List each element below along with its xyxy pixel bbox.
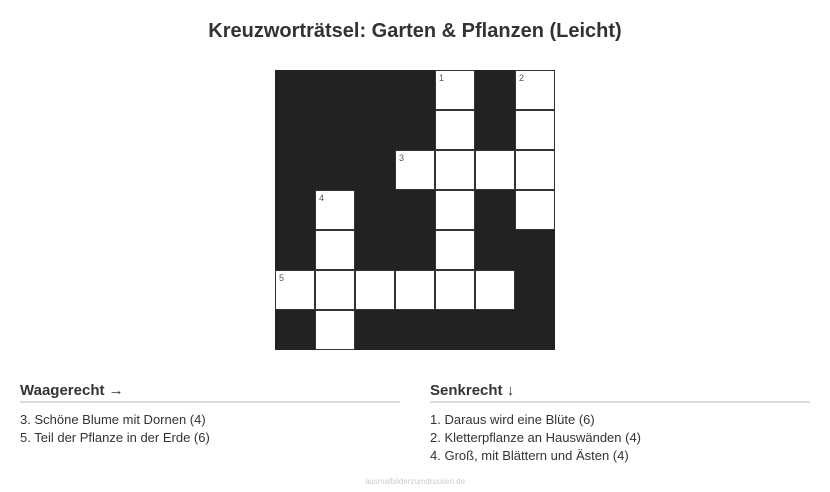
clue-number: 3 bbox=[399, 153, 405, 163]
crossword-cell[interactable] bbox=[475, 270, 515, 310]
crossword-cell[interactable] bbox=[315, 270, 355, 310]
across-clue-5: 5. Teil der Pflanze in der Erde (6) bbox=[20, 430, 210, 445]
down-heading: Senkrecht ↓ bbox=[430, 382, 810, 403]
crossword-cell[interactable] bbox=[355, 270, 395, 310]
across-clue-3: 3. Schöne Blume mit Dornen (4) bbox=[20, 412, 206, 427]
across-clues bbox=[20, 382, 400, 447]
crossword-cell[interactable] bbox=[315, 190, 355, 230]
puzzle-title: Kreuzworträtsel: Garten & Pflanzen (Leicht) bbox=[208, 20, 622, 42]
clue-number: 4 bbox=[319, 193, 325, 203]
crossword-cell[interactable] bbox=[475, 150, 515, 190]
down-clue-1: 1. Daraus wird eine Blüte (6) bbox=[430, 412, 595, 427]
crossword-cell[interactable] bbox=[315, 230, 355, 270]
crossword-cell[interactable] bbox=[435, 110, 475, 150]
footer-credit: ausmalbilderzumdrucken.de bbox=[364, 477, 466, 486]
crossword-cell[interactable] bbox=[515, 70, 555, 110]
down-clue-2: 2. Kletterpflanze an Hauswänden (4) bbox=[430, 430, 642, 445]
crossword-cell[interactable] bbox=[275, 270, 315, 310]
crossword-cell[interactable] bbox=[515, 110, 555, 150]
clue-number: 1 bbox=[439, 73, 445, 83]
crossword-cell[interactable] bbox=[435, 270, 475, 310]
crossword-grid bbox=[275, 70, 555, 350]
crossword-cell[interactable] bbox=[435, 190, 475, 230]
clue-number: 5 bbox=[279, 273, 285, 283]
clue-number: 2 bbox=[519, 73, 525, 83]
crossword-cell[interactable] bbox=[435, 230, 475, 270]
crossword-cell[interactable] bbox=[315, 310, 355, 350]
down-clues bbox=[430, 382, 810, 465]
crossword-cell[interactable] bbox=[515, 150, 555, 190]
across-heading: Waagerecht → bbox=[20, 382, 400, 403]
crossword-cell[interactable] bbox=[395, 150, 435, 190]
crossword-cell[interactable] bbox=[435, 150, 475, 190]
down-clue-4: 4. Groß, mit Blättern und Ästen (4) bbox=[430, 448, 629, 463]
crossword-cell[interactable] bbox=[435, 70, 475, 110]
crossword-cell[interactable] bbox=[395, 270, 435, 310]
crossword-cell[interactable] bbox=[515, 190, 555, 230]
